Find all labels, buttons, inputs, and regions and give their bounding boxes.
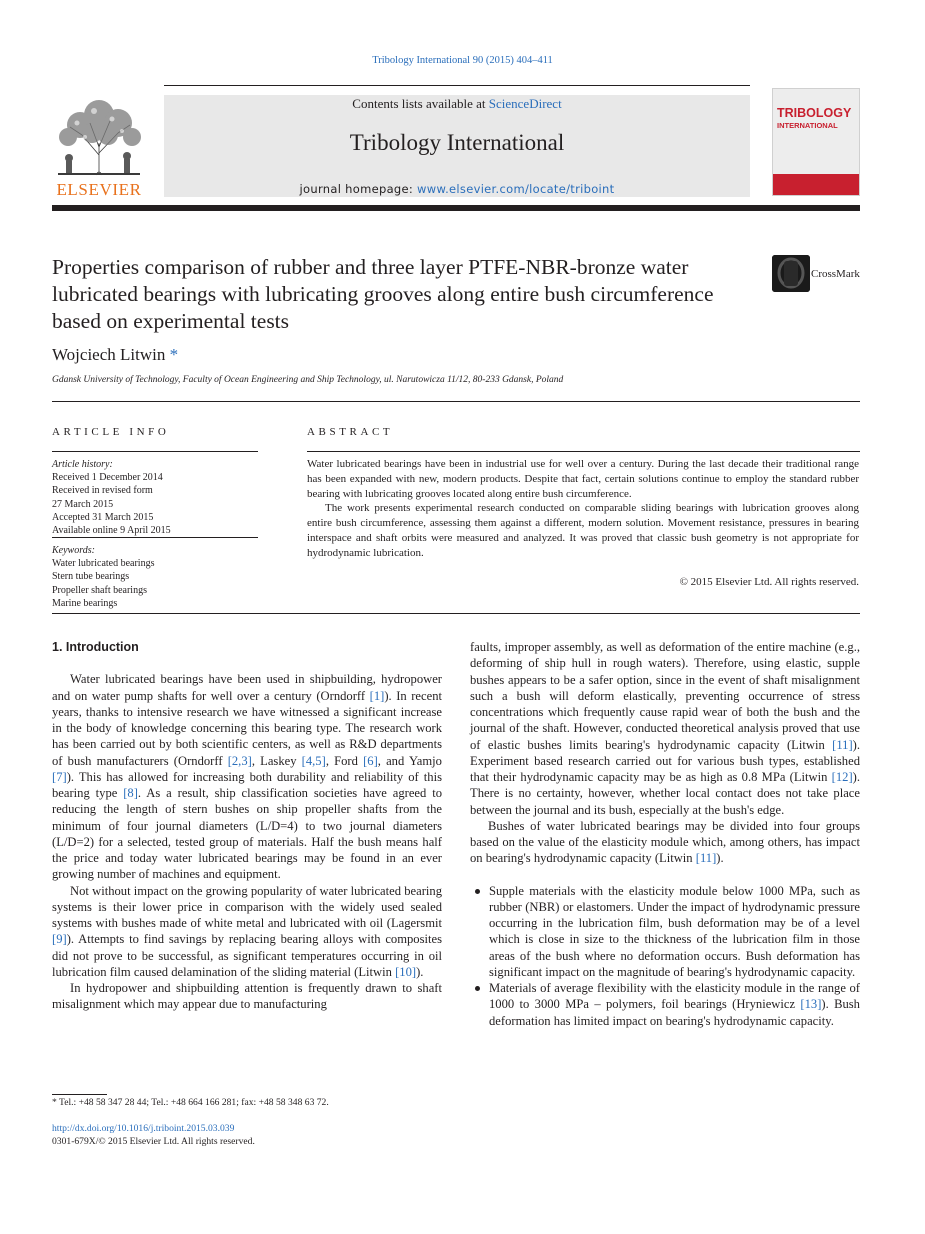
article-info-heading: ARTICLE INFO: [52, 426, 170, 438]
citation-link[interactable]: [4,5]: [301, 753, 326, 768]
citation-link[interactable]: [13]: [800, 997, 822, 1012]
affiliation-rule: [52, 401, 860, 402]
history-item: Available online 9 April 2015: [52, 525, 171, 537]
keyword-item: Propeller shaft bearings: [52, 584, 147, 596]
abstract-copyright: © 2015 Elsevier Ltd. All rights reserved.: [679, 576, 859, 588]
sciencedirect-link[interactable]: ScienceDirect: [488, 96, 562, 111]
citation-link[interactable]: [9]: [52, 932, 67, 947]
citation-link[interactable]: [10]: [395, 964, 417, 979]
header-bottom-rule: [52, 205, 860, 211]
abstract-heading: ABSTRACT: [307, 426, 394, 438]
contents-line: Contents lists available at ScienceDirect: [352, 96, 562, 111]
crossmark-icon[interactable]: [772, 255, 810, 292]
body-paragraph: Water lubricated bearings have been used in shipbuilding, hydropower and on water pump shafts for well over a century (Orndorff [1]). In recent years, thanks to intensive research we have witnessed a significant increase in the body of knowledge concerning this bearing type. The research work has been carried out by both scientific centers, as well as R&D departments of bush manufacturers (Orndorff [2,3], Laskey [4,5], Ford [6], and Yamjo [7]). This has allowed for increasing both durability and reliability of this bearing type [8]. As a result, ship classification societies have agreed to reducing the length of stern bushes on ship propeller shafts from the minimum of four journal diameters (L/D=4) to two journal diameters (L/D=2) for a selected, tested group of materials. Half the bush means half the price and today water lubricated bearings may be found in an ever growing number of machines and equipment.: [52, 672, 442, 882]
body-paragraph: faults, improper assembly, as well as deformation of the entire machine (e.g., deforming of ship hull in rough waters). Therefore, using elastic, supple bushes appears to be a safer option, since in the event of shaft misalignment such a bush will deform elastically, preventing occurrence of stress concentrations which frequently cause rapid wear of both the bush and the journal of the shaft. However, conducted theoretical analysis proved that use of elastic bushes limits bearing's hydrodynamic capacity (Litwin [11]). Experiment based research carried out for various bush types, established that their hydrodynamic capacity may be as high as 0.8 MPa (Litwin [12]). There is no certainty, however, whether local contact does not take place between the journal and its bush, especially at the bush's edge.: [470, 640, 860, 817]
history-item: Accepted 31 March 2015: [52, 511, 154, 523]
journal-citation[interactable]: Tribology International 90 (2015) 404–411: [372, 55, 553, 66]
history-label: Article history:: [52, 459, 113, 470]
cover-band: [773, 174, 859, 195]
keywords: [52, 544, 258, 610]
citation-link[interactable]: [2,3]: [227, 753, 252, 768]
citation-link[interactable]: [7]: [52, 769, 67, 784]
citation-link[interactable]: [1]: [369, 688, 385, 703]
author-footnote-mark[interactable]: *: [169, 345, 179, 364]
journal-name: Tribology International: [349, 130, 565, 155]
footnote-rule: [52, 1094, 107, 1095]
citation-link[interactable]: [11]: [832, 737, 853, 752]
abstract-paragraph: Water lubricated bearings have been in industrial use for well over a century. During the last decade their traditional range has been expanded with new, modern products. Despite that fact, certain solutions continue to employ the standard rubber bearing with lubricating grooves located along entire bush circumference.: [307, 458, 859, 500]
article-info-rule: [52, 451, 258, 452]
cover-subtitle: INTERNATIONAL: [777, 121, 838, 130]
abstract-bottom-rule: [52, 613, 860, 614]
journal-cover-image[interactable]: [772, 88, 860, 196]
history-item: 27 March 2015: [52, 498, 114, 510]
doi-link[interactable]: http://dx.doi.org/10.1016/j.triboint.2015.03.039: [52, 1123, 235, 1134]
abstract-rule: [307, 451, 860, 452]
crossmark-symbol-icon: [772, 255, 810, 292]
keyword-item: Water lubricated bearings: [52, 558, 155, 570]
abstract-paragraph: The work presents experimental research conducted on comparable sliding bearings with lubrication grooves along entire bush circumference, assessing them against a different, modern solution. Movement resistance, pressures in bearing interspace and shaft orbits were measured and analyzed. It was proved that classic bush geometry is not appropriate for hydrodynamic lubrication.: [307, 502, 859, 559]
crossmark-label[interactable]: CrossMark: [811, 268, 860, 280]
keyword-item: Marine bearings: [52, 597, 118, 609]
homepage-link[interactable]: www.elsevier.com/locate/triboint: [417, 182, 615, 196]
abstract-text: [307, 457, 859, 561]
history-rule: [52, 537, 258, 538]
citation-link[interactable]: [12]: [831, 770, 853, 784]
body-paragraph: In hydropower and shipbuilding attention is frequently drawn to shaft misalignment which may appear due to manufacturing: [52, 981, 442, 1012]
paper-title: Properties comparison of rubber and three layer PTFE-NBR-bronze water lubricated bearings with lubricating grooves along entire bush circumference based on experimental tests: [52, 255, 714, 333]
history-item: Received 1 December 2014: [52, 472, 163, 484]
body-column-left: [52, 639, 442, 1013]
citation-link[interactable]: [6]: [363, 753, 378, 768]
list-item: Supple materials with the elasticity module below 1000 MPa, such as rubber (NBR) or elastomers. Under the impact of hydrodynamic pressure occurring in the lubrication film, bush deformation may be of a level which is close in size to the thickness of the lubrication film in those areas of the bush where no deformation occurs. Bush deformation has significant impact on the magnitude of bearing's hydrodynamic capacity.: [470, 883, 860, 981]
section-heading: 1. Introduction: [52, 640, 139, 654]
bullet-list: [470, 883, 860, 1029]
header-top-rule: [164, 85, 750, 86]
author-footnote: * Tel.: +48 58 347 28 44; Tel.: +48 664 166 281; fax: +48 58 348 63 72.: [52, 1097, 329, 1108]
body-paragraph: Bushes of water lubricated bearings may be divided into four groups based on the value of the elasticity module which, among others, has impact on bearing's hydrodynamic capacity (Litwin [11]).: [470, 818, 860, 866]
affiliation: Gdansk University of Technology, Faculty of Ocean Engineering and Ship Technology, ul. Narutowicza 11/12, 80-233 Gdansk, Poland: [52, 375, 564, 385]
list-item: Materials of average flexibility with the elasticity module in the range of 1000 to 3000 MPa – polymers, foil bearings (Hryniewicz [13]). Bush deformation has limited impact on bearing's hydrodynamic capacity.: [470, 980, 860, 1029]
article-history: [52, 458, 258, 537]
history-item: Received in revised form: [52, 485, 153, 497]
citation-link[interactable]: [8]: [123, 786, 138, 800]
keyword-item: Stern tube bearings: [52, 571, 130, 583]
citation-link[interactable]: [11]: [695, 851, 717, 866]
cover-title: TRIBOLOGY: [777, 106, 852, 120]
author-name: Wojciech Litwin *: [52, 345, 179, 364]
keywords-label: Keywords:: [52, 545, 95, 556]
issn-copyright: 0301-679X/© 2015 Elsevier Ltd. All rights reserved.: [52, 1136, 255, 1147]
elsevier-wordmark[interactable]: ELSEVIER: [56, 180, 142, 199]
body-column-right: [470, 639, 860, 1029]
journal-homepage-line: journal homepage: www.elsevier.com/locate/triboint: [299, 182, 615, 196]
body-paragraph: Not without impact on the growing popularity of water lubricated bearing systems is their lower price in comparison with the widely used sealed systems with bushes made of white metal and lubricated with oil (Lagersmit [9]). Attempts to find savings by replacing bearing alloys with composites did not prove to be successful, as significant temperatures occurring in oil lubrication film caused delamination of the sliding material (Litwin [10]).: [52, 883, 442, 979]
